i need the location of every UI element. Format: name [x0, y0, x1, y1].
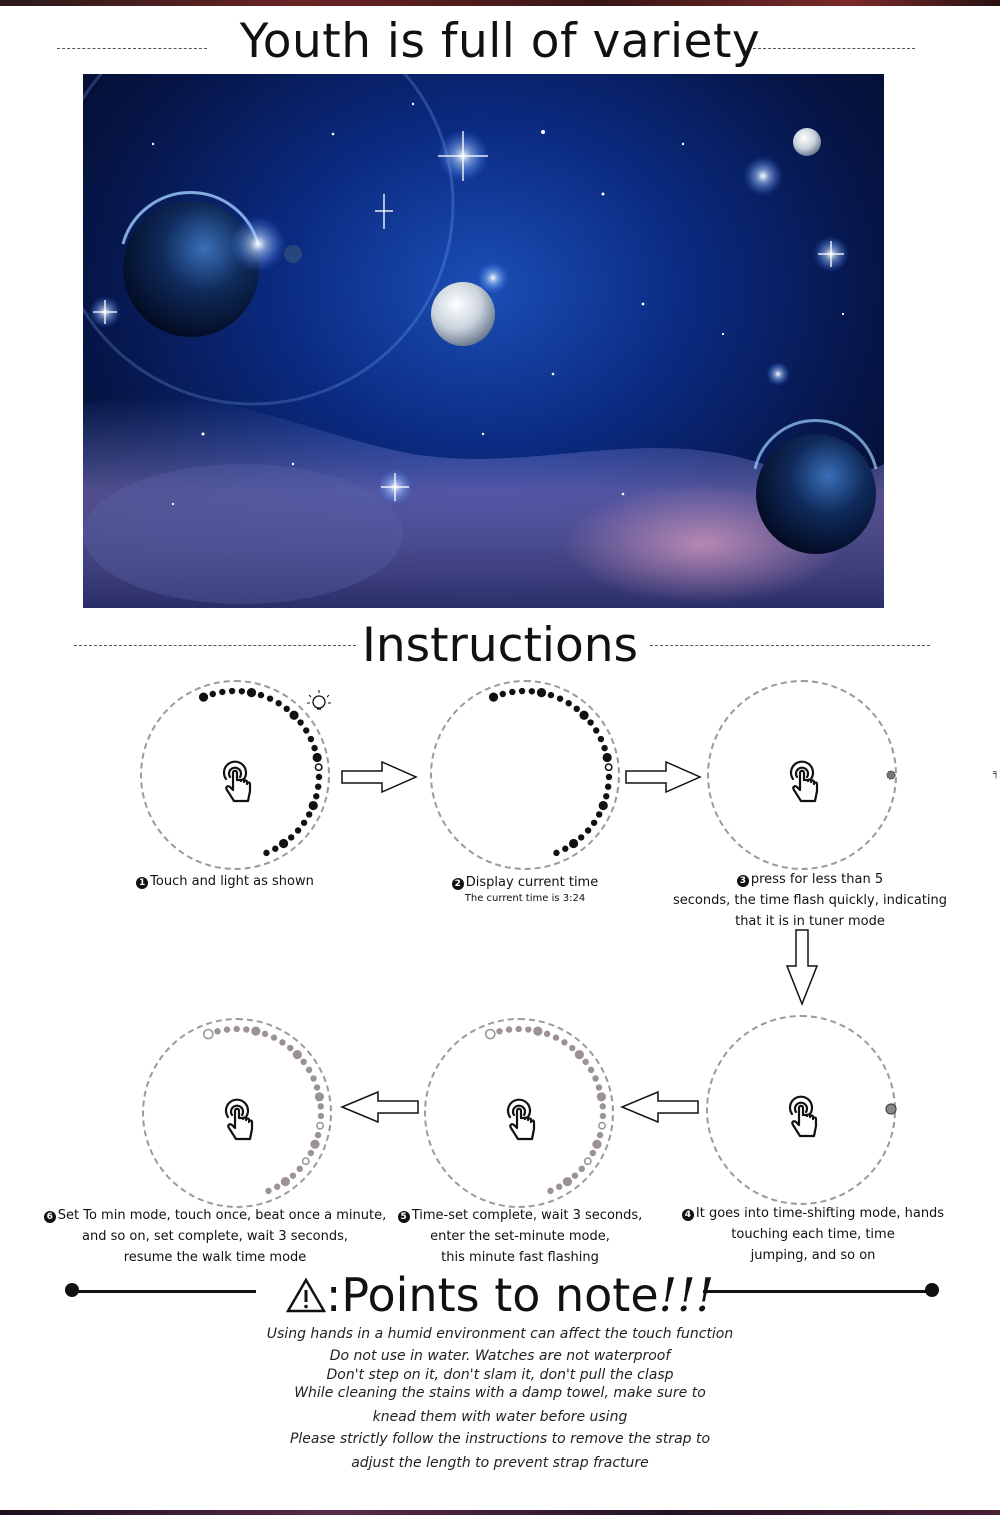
top-banner-strip [0, 0, 1000, 6]
watch-dot [588, 1067, 594, 1073]
watch-dot [318, 1103, 324, 1109]
watch-dot [308, 736, 314, 742]
watch-dot [556, 1184, 562, 1190]
watch-dot [486, 1029, 495, 1038]
step-4-line: jumping, and so on [750, 1248, 876, 1263]
step-5-caption [365, 1205, 675, 1268]
step-1-caption [100, 871, 350, 892]
arrow-right-icon [624, 760, 704, 794]
watch-dot [297, 1166, 303, 1172]
watch-dot [519, 688, 525, 694]
watch-dot [599, 801, 608, 810]
step-2-subcaption: The current time is 3:24 [464, 893, 586, 904]
watch-dot [585, 1158, 591, 1164]
watch-dot [315, 764, 321, 770]
step-2-number: 2 [452, 878, 464, 890]
step-5-line: Time-set complete, wait 3 seconds, [411, 1208, 643, 1223]
watch-dot [585, 827, 591, 833]
watch-dot [300, 1059, 306, 1065]
step-2-watch-face [430, 680, 620, 870]
step-3-line: that it is in tuner mode [735, 914, 885, 929]
watch-dot [590, 1150, 596, 1156]
watch-dot [593, 727, 599, 733]
watch-dot [284, 706, 290, 712]
watch-dot [290, 1172, 296, 1178]
watch-dot [596, 811, 602, 817]
watch-dot [553, 850, 559, 856]
watch-dot [591, 820, 597, 826]
watch-dot [605, 783, 611, 789]
step-5-number: 5 [398, 1211, 410, 1223]
note-line: Using hands in a humid environment can affect the touch function [266, 1326, 734, 1342]
watch-dot [265, 1188, 271, 1194]
watch-dot [592, 1075, 598, 1081]
watch-dot [210, 691, 216, 697]
watch-dot [563, 1177, 572, 1186]
touch-hand-icon [783, 1092, 823, 1140]
watch-dot [316, 774, 322, 780]
watch-dot [569, 839, 578, 848]
watch-dot [569, 1045, 575, 1051]
watch-dot [317, 1122, 323, 1128]
watch-dot [598, 736, 604, 742]
step-4-number: 4 [682, 1209, 694, 1221]
watch-dot [289, 711, 298, 720]
bottom-banner-strip [0, 1510, 1000, 1515]
notes-title [0, 1268, 1000, 1322]
step-6-line: Set To min mode, touch once, beat once a minute, [57, 1208, 387, 1223]
space-scene-image [83, 74, 884, 608]
watch-dot [309, 801, 318, 810]
watch-dot [606, 774, 612, 780]
watch-dot [548, 692, 554, 698]
page-title: Youth is full of variety [239, 14, 761, 69]
watch-dot [303, 727, 309, 733]
note-line: Please strictly follow the instructions to remove the strap to [289, 1431, 711, 1447]
watch-dot [275, 700, 281, 706]
watch-dot [529, 688, 535, 694]
step-5-line: this minute fast flashing [441, 1250, 599, 1265]
arrow-left-icon [338, 1090, 420, 1124]
watch-dot [219, 689, 225, 695]
watch-dot [239, 688, 245, 694]
watch-dot [308, 1150, 314, 1156]
watch-dot [605, 764, 611, 770]
watch-dot [301, 820, 307, 826]
watch-dot [315, 783, 321, 789]
touch-hand-icon [784, 757, 824, 805]
touch-hand-icon [219, 1095, 259, 1143]
watch-dot [578, 834, 584, 840]
watch-dot [224, 1026, 230, 1032]
watch-dot [279, 839, 288, 848]
watch-dot [288, 834, 294, 840]
watch-dot [306, 1067, 312, 1073]
watch-dot [600, 1113, 606, 1119]
watch-dot [579, 1166, 585, 1172]
watch-dot [596, 1084, 602, 1090]
watch-dot [509, 689, 515, 695]
note-line: adjust the length to prevent strap fracture [351, 1455, 649, 1471]
watch-dot [315, 1092, 324, 1101]
watch-dot [489, 693, 498, 702]
note-line: Don't step on it, don't slam it, don't pull the clasp [326, 1367, 674, 1383]
watch-dot [199, 693, 208, 702]
warning-triangle-icon [286, 1277, 326, 1313]
watch-dot [310, 1075, 316, 1081]
watch-dot [281, 1177, 290, 1186]
watch-dot [313, 753, 322, 762]
step-2-dots [432, 682, 622, 872]
step-2-line: Display current time [465, 875, 599, 890]
watch-dot [310, 1140, 319, 1149]
watch-dot [311, 745, 317, 751]
watch-dot [537, 688, 546, 697]
step-4-caption [658, 1203, 968, 1266]
step-6-caption [30, 1205, 400, 1268]
watch-dot [314, 1084, 320, 1090]
watch-dot [533, 1027, 542, 1036]
watch-dot [214, 1028, 220, 1034]
step-5-watch-face [424, 1018, 614, 1208]
watch-dot [587, 719, 593, 725]
watch-dot [318, 1113, 324, 1119]
watch-dot [247, 688, 256, 697]
step-3-caption [655, 869, 965, 932]
watch-dot [251, 1027, 260, 1036]
watch-dot [279, 1039, 285, 1045]
watch-dot [557, 695, 563, 701]
watch-dot [579, 711, 588, 720]
watch-dot [243, 1026, 249, 1032]
step-5-line: enter the set-minute mode, [430, 1229, 610, 1244]
stray-glyph: ╕ [993, 768, 1000, 779]
watch-dot [229, 688, 235, 694]
watch-dot [297, 719, 303, 725]
note-line: Do not use in water. Watches are not waterproof [329, 1348, 671, 1364]
touch-hand-icon [217, 757, 257, 805]
watch-dot [565, 700, 571, 706]
watch-dot [293, 1050, 302, 1059]
watch-dot [506, 1026, 512, 1032]
watch-dot [597, 1132, 603, 1138]
watch-dot [603, 753, 612, 762]
watch-dot [601, 745, 607, 751]
step-1-number: 1 [136, 877, 148, 889]
watch-dot [233, 1026, 239, 1032]
watch-dot [500, 691, 506, 697]
watch-dot [303, 1158, 309, 1164]
watch-dot [515, 1026, 521, 1032]
watch-dot [267, 695, 273, 701]
watch-dot [313, 793, 319, 799]
note-line: While cleaning the stains with a damp towel, make sure to [294, 1385, 706, 1401]
step-4-line: touching each time, time [731, 1227, 895, 1242]
watch-dot [262, 1031, 268, 1037]
step-6-line: and so on, set complete, wait 3 seconds, [81, 1229, 348, 1244]
watch-dot [597, 1092, 606, 1101]
step-3-number: 3 [737, 875, 749, 887]
watch-dot [263, 850, 269, 856]
step-6-line: resume the walk time mode [123, 1250, 307, 1265]
watch-dot [603, 793, 609, 799]
watch-dot [271, 1034, 277, 1040]
instructions-title: Instructions [361, 618, 639, 673]
space-scene-svg [83, 74, 884, 608]
step-3-line: press for less than 5 [750, 872, 884, 887]
watch-dot [582, 1059, 588, 1065]
watch-dot [496, 1028, 502, 1034]
step-3-line: seconds, the time flash quickly, indicating [672, 893, 948, 908]
watch-dot [272, 846, 278, 852]
watch-dot [562, 846, 568, 852]
light-bulb-icon [302, 686, 338, 716]
watch-dot [600, 1103, 606, 1109]
watch-dot [315, 1132, 321, 1138]
step-6-watch-face [142, 1018, 332, 1208]
note-line: knead them with water before using [372, 1409, 628, 1425]
watch-dot [574, 706, 580, 712]
watch-dot [306, 811, 312, 817]
watch-dot [204, 1029, 213, 1038]
step-4-watch-face [706, 1015, 896, 1205]
arrow-down-icon [785, 928, 819, 1008]
watch-dot [599, 1122, 605, 1128]
watch-dot [295, 827, 301, 833]
watch-dot [258, 692, 264, 698]
notes-exclamation: !!! [658, 1268, 715, 1322]
step-2-caption [395, 872, 655, 904]
arrow-left-icon [618, 1090, 700, 1124]
step-3-watch-face [707, 680, 897, 870]
arrow-right-icon [340, 760, 420, 794]
watch-dot [525, 1026, 531, 1032]
notes-title-text: :Points to note [325, 1268, 659, 1322]
watch-dot [592, 1140, 601, 1149]
watch-dot [572, 1172, 578, 1178]
step-4-line: It goes into time-shifting mode, hands [695, 1206, 945, 1221]
step-1-line: Touch and light as shown [150, 874, 314, 889]
watch-dot [544, 1031, 550, 1037]
watch-dot [287, 1045, 293, 1051]
watch-dot [547, 1188, 553, 1194]
step-6-number: 6 [44, 1211, 56, 1223]
watch-dot [553, 1034, 559, 1040]
watch-dot [575, 1050, 584, 1059]
touch-hand-icon [501, 1095, 541, 1143]
watch-dot [274, 1184, 280, 1190]
watch-dot [561, 1039, 567, 1045]
